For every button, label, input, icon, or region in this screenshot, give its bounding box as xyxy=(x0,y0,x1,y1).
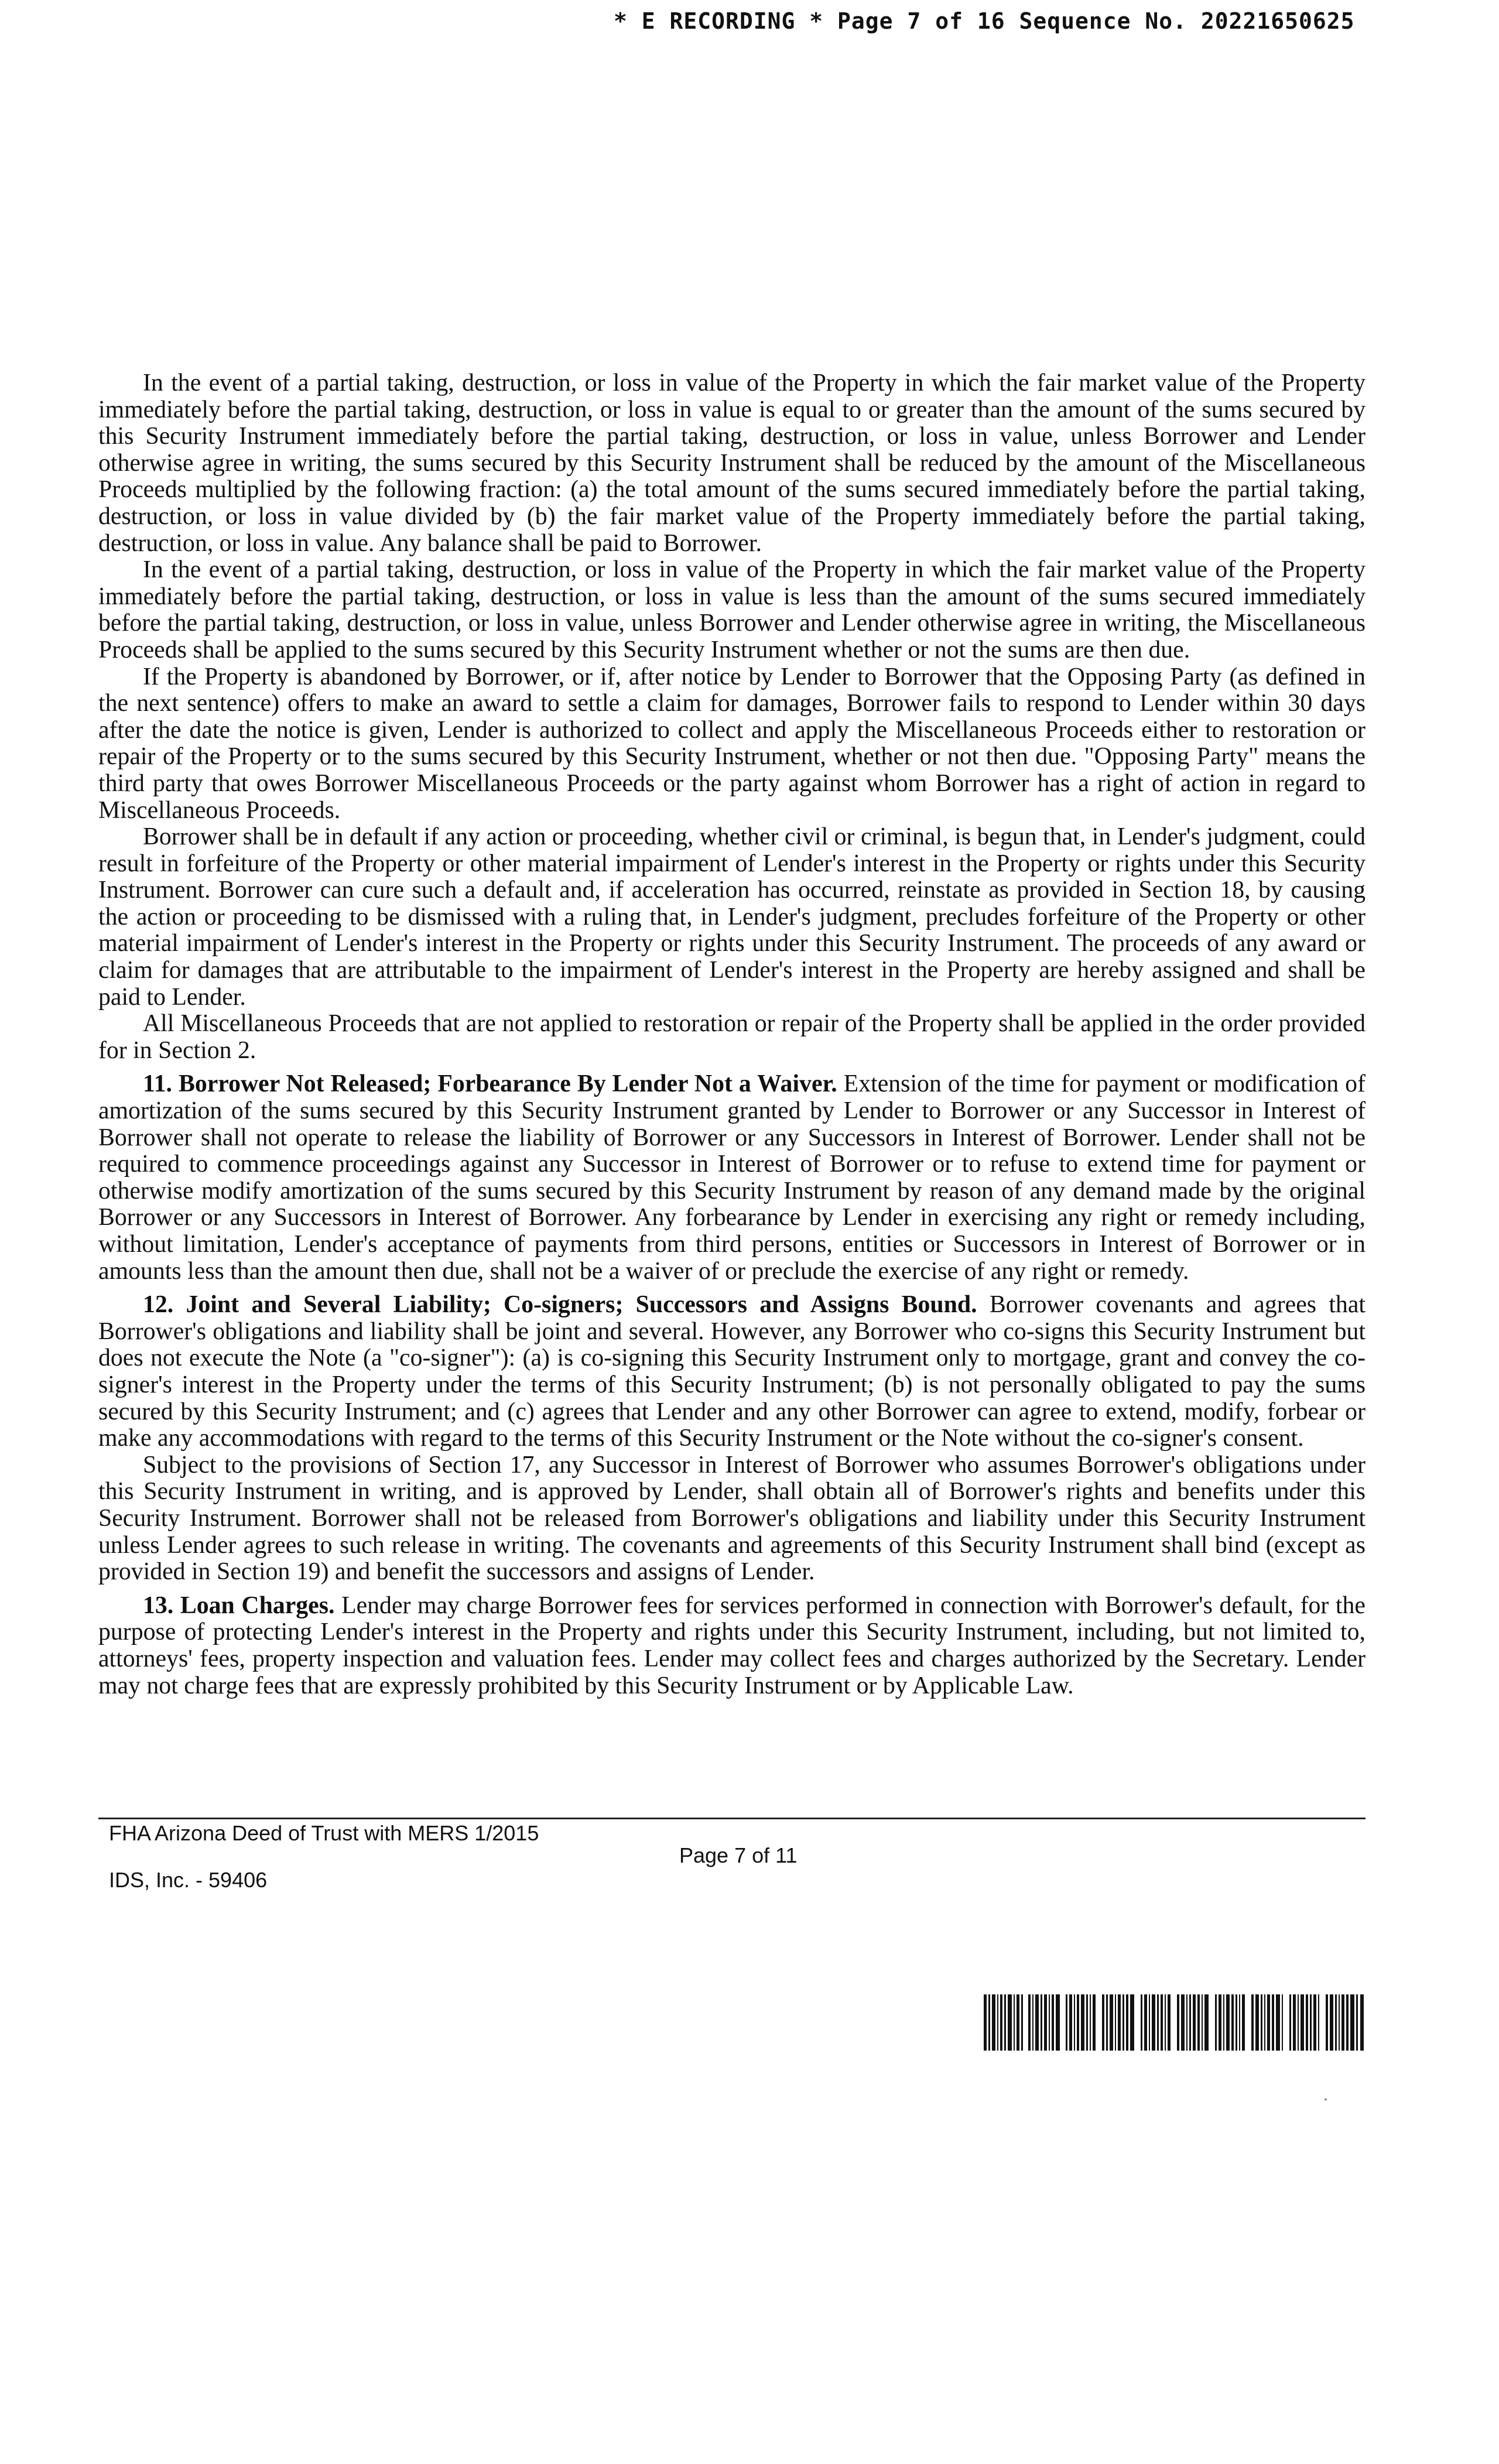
scan-speck xyxy=(1325,2099,1327,2100)
recording-stamp: * E RECORDING * Page 7 of 16 Sequence No. 20221650625 xyxy=(614,8,1355,34)
section-12 xyxy=(98,1292,1365,1452)
section-11 xyxy=(98,1071,1365,1285)
footer-page-number: Page 7 of 11 xyxy=(679,1843,798,1867)
section-13 xyxy=(98,1593,1365,1699)
paragraph-partial-taking-greater: In the event of a partial taking, destruction, or loss in value of the Property in which the fair market value of the Property immediately before the partial taking, destruction, or loss in value is equal to or greater than the amount of the sums secured by this Security Instrument immediately before the partial taking, destruction, or loss in value, unless Borrower and Lender otherwise agree in writing, the sums secured by this Security Instrument shall be reduced by the amount of the Miscellaneous Proceeds multiplied by the following fraction: (a) the total amount of the sums secured immediately before the partial taking, destruction, or loss in value divided by (b) the fair market value of the Property immediately before the partial taking, destruction, or loss in value. Any balance shall be paid to Borrower. xyxy=(98,369,1365,557)
footer-form-name: FHA Arizona Deed of Trust with MERS 1/2015 xyxy=(109,1821,539,1845)
section-13-heading: 13. Loan Charges. xyxy=(143,1592,335,1619)
section-13-text: Lender may charge Borrower fees for services performed in connection with Borrower's default, for the purpose of protecting Lender's interest in the Property and rights under this Security Instrument, including, but not limited to, attorneys' fees, property inspection and valuation fees. Lender may collect fees and charges authorized by the Secretary. Lender may not charge fees that are expressly prohibited by this Security Instrument or by Applicable Law. xyxy=(98,1592,1365,1699)
section-12-heading: 12. Joint and Several Liability; Co-signers; Successors and Assigns Bound. xyxy=(143,1291,977,1319)
paragraph-default-action: Borrower shall be in default if any action or proceeding, whether civil or criminal, is begun that, in Lender's judgment, could result in forfeiture of the Property or other material impairment of Lender's interest in the Property or rights under this Security Instrument. Borrower can cure such a default and, if acceleration has occurred, reinstate as provided in Section 18, by causing the action or proceeding to be dismissed with a ruling that, in Lender's judgment, precludes forfeiture of the Property or other material impairment of Lender's interest in the Property or rights under this Security Instrument. The proceeds of any award or claim for damages that are attributable to the impairment of Lender's interest in the Property are hereby assigned and shall be paid to Lender. xyxy=(98,823,1365,1011)
footer-divider xyxy=(98,1818,1365,1819)
paragraph-abandoned-property: If the Property is abandoned by Borrower, or if, after notice by Lender to Borrower that the Opposing Party (as defined in the next sentence) offers to make an award to settle a claim for damages, Borrower fails to respond to Lender within 30 days after the date the notice is given, Lender is authorized to collect and apply the Miscellaneous Proceeds either to restoration or repair of the Property or to the sums secured by this Security Instrument, whether or not then due. "Opposing Party" means the third party that owes Borrower Miscellaneous Proceeds or the party against whom Borrower has a right of action in regard to Miscellaneous Proceeds. xyxy=(98,663,1365,824)
paragraph-miscellaneous-proceeds: All Miscellaneous Proceeds that are not applied to restoration or repair of the Property shall be applied in the order provided for in Section 2. xyxy=(98,1010,1365,1064)
footer-vendor: IDS, Inc. - 59406 xyxy=(109,1868,268,1892)
section-11-heading: 11. Borrower Not Released; Forbearance By Lender Not a Waiver. xyxy=(143,1070,837,1098)
section-11-text: Extension of the time for payment or modification of amortization of the sums secured by this Security Instrument granted by Lender to Borrower or any Successor in Interest of Borrower shall not operate to release the liability of Borrower or any Successors in Interest of Borrower. Lender shall not be required to commence proceedings against any Successor in Interest of Borrower or to refuse to extend time for payment or otherwise modify amortization of the sums secured by this Security Instrument by reason of any demand made by the original Borrower or any Successors in Interest of Borrower. Any forbearance by Lender in exercising any right or remedy including, without limitation, Lender's acceptance of payments from third persons, entities or Successors in Interest of Borrower or in amounts less than the amount then due, shall not be a waiver of or preclude the exercise of any right or remedy. xyxy=(98,1070,1365,1285)
section-12-paragraph-2: Subject to the provisions of Section 17, any Successor in Interest of Borrower who assumes Borrower's obligations under this Security Instrument in writing, and is approved by Lender, shall obtain all of Borrower's rights and benefits under this Security Instrument. Borrower shall not be released from Borrower's obligations and liability under this Security Instrument unless Lender agrees to such release in writing. The covenants and agreements of this Security Instrument shall bind (except as provided in Section 19) and benefit the successors and assigns of Lender. xyxy=(98,1451,1365,1586)
section-12-text: Borrower covenants and agrees that Borrower's obligations and liability shall be joint and several. However, any Borrower who co-signs this Security Instrument but does not execute the Note (a "co-signer"): (a) is co-signing this Security Instrument only to mortgage, grant and convey the co-signer's interest in the Property under the terms of this Security Instrument; (b) is not personally obligated to pay the sums secured by this Security Instrument; and (c) agrees that Lender and any other Borrower can agree to extend, modify, forbear or make any accommodations with regard to the terms of this Security Instrument or the Note without the co-signer's consent. xyxy=(98,1291,1365,1452)
document-body xyxy=(98,370,1365,1699)
barcode-icon xyxy=(984,1994,1365,2051)
paragraph-partial-taking-less: In the event of a partial taking, destruction, or loss in value of the Property in which the fair market value of the Property immediately before the partial taking, destruction, or loss in value is less than the amount of the sums secured immediately before the partial taking, destruction, or loss in value, unless Borrower and Lender otherwise agree in writing, the Miscellaneous Proceeds shall be applied to the sums secured by this Security Instrument whether or not the sums are then due. xyxy=(98,556,1365,663)
